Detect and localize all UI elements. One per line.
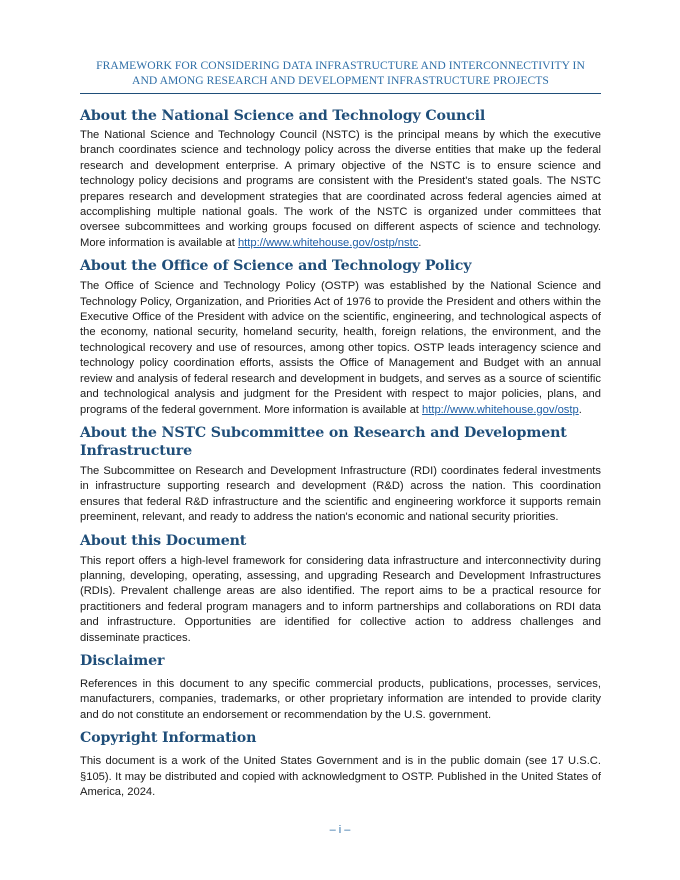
running-header-line-1: FRAMEWORK FOR CONSIDERING DATA INFRASTRUCTURE AND INTERCONNECTIVITY IN	[96, 59, 585, 72]
section-ostp	[80, 257, 601, 418]
section-body-ostp: The Office of Science and Technology Policy (OSTP) was established by the National Science and Technology Policy, Organization, and Priorities Act of 1976 to provide the President and others within the Executive Office of the President with advice on the scientific, engineering, and technological aspects of the economy, national security, homeland security, health, foreign relations, the environment, and the technological recovery and use of resources, among other topics. OSTP leads interagency science and technology policy coordination efforts, assists the Office of Management and Budget with an annual review and analysis of federal research and development in budgets, and serves as a source of scientific and technological analysis and judgment for the President with respect to major policies, plans, and programs of the federal government. More information is available at http://www.whitehouse.gov/ostp.	[80, 280, 601, 416]
ostp-link[interactable]: http://www.whitehouse.gov/ostp	[422, 403, 579, 416]
section-nstc	[80, 107, 601, 251]
document-page	[80, 58, 601, 800]
section-copyright	[80, 729, 601, 800]
section-heading-ostp: About the Office of Science and Technology Policy	[80, 258, 472, 275]
section-rdi	[80, 424, 601, 526]
section-body-about-document: This report offers a high-level framework for considering data infrastructure and interconnectivity during planning, developing, operating, assessing, and upgrading Research and Development Infrastructures (RDIs). Prevalent challenge areas are also identified. The report aims to be a practical resource for practitioners and federal program managers and to inform partnerships and collaborations on RDI data and infrastructure. Opportunities are identified for collective action to address challenges and disseminate practices.	[80, 554, 601, 644]
section-heading-nstc: About the National Science and Technology Council	[80, 108, 486, 124]
page-number: – i –	[329, 824, 351, 836]
section-heading-disclaimer: Disclaimer	[80, 652, 165, 669]
section-heading-rdi: About the NSTC Subcommittee on Research and Development Infrastructure	[80, 424, 567, 459]
section-body-nstc: The National Science and Technology Council (NSTC) is the principal means by which the executive branch coordinates science and technology policy across the diverse entities that make up the federal research and development enterprise. A primary objective of the NSTC is to ensure science and technology policy decisions and programs are consistent with the President's stated goals. The NSTC prepares research and development strategies that are coordinated across federal agencies aimed at accomplishing multiple national goals. The work of the NSTC is organized under committees that oversee subcommittees and working groups focused on different aspects of science and technology. More information is available at http://www.whitehouse.gov/ostp/nstc.	[80, 129, 601, 249]
section-disclaimer	[80, 652, 601, 723]
section-heading-copyright: Copyright Information	[80, 730, 257, 747]
section-body-copyright: This document is a work of the United States Government and is in the public domain (see 17 U.S.C. §105). It may be distributed and copied with acknowledgment to OSTP. Published in the United States of America, 2024.	[80, 755, 601, 798]
section-heading-about-document: About this Document	[80, 532, 247, 549]
running-header	[80, 58, 601, 94]
nstc-link[interactable]: http://www.whitehouse.gov/ostp/nstc	[237, 236, 419, 249]
running-header-line-2: AND AMONG RESEARCH AND DEVELOPMENT INFRASTRUCTURE PROJECTS	[132, 74, 549, 87]
section-body-disclaimer: References in this document to any specific commercial products, publications, processes, services, manufacturers, companies, trademarks, or other proprietary information are intended to provide clarity and do not constitute an endorsement or recommendation by the U.S. government.	[80, 677, 601, 721]
section-about-document	[80, 532, 601, 646]
section-body-rdi: The Subcommittee on Research and Development Infrastructure (RDI) coordinates federal investments in infrastructure supporting research and development (R&D) across the nation. This coordination ensures that federal R&D infrastructure and the scientific and engineering workforce it supports remain preeminent, relevant, and ready to address the nation's economic and national security priorities.	[80, 464, 601, 524]
